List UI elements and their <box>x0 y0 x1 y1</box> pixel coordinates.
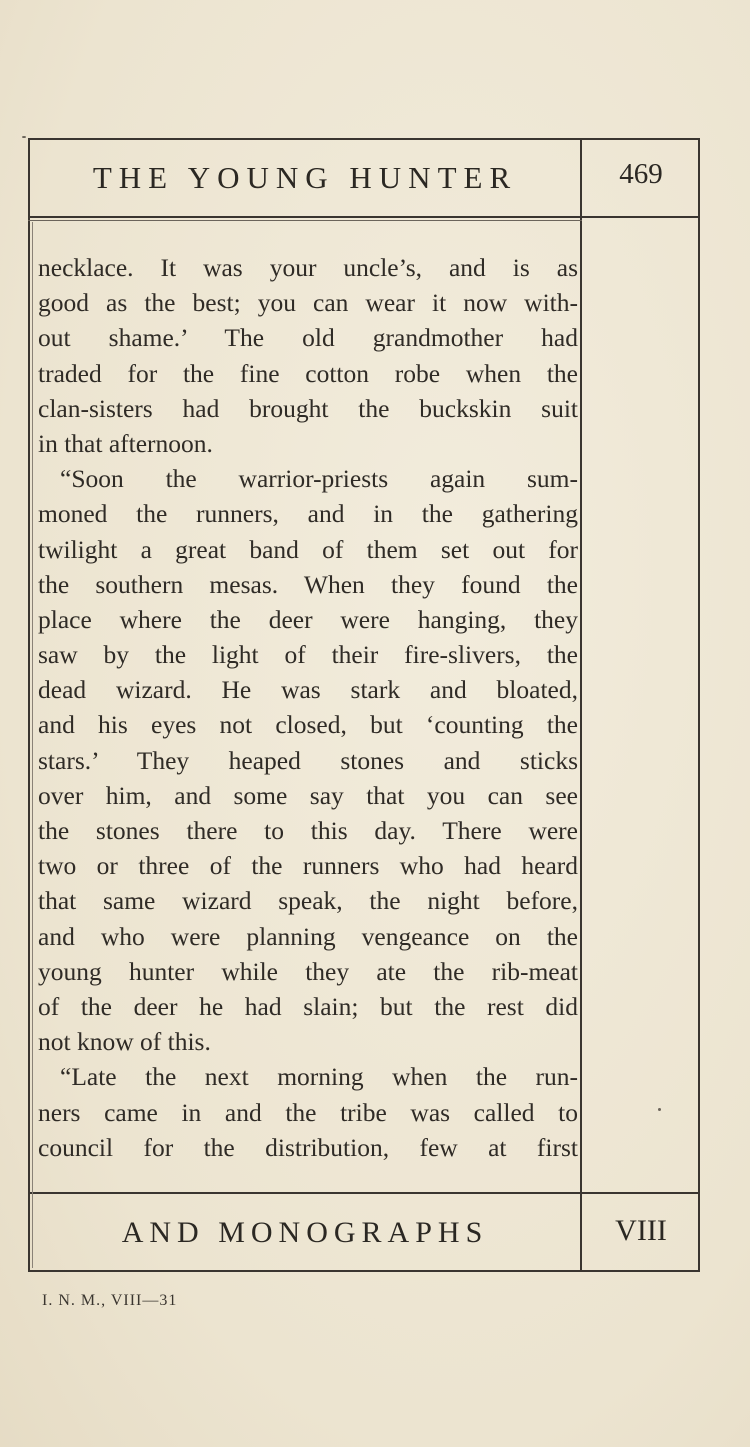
text-line: over him, and some say that you can see <box>38 780 578 810</box>
series-title: AND MONOGRAPHS <box>121 1216 489 1249</box>
text-line: not know of this. <box>38 1027 211 1057</box>
running-head: THE YOUNG HUNTER <box>92 160 518 195</box>
text-line: and who were planning vengeance on the <box>38 921 578 951</box>
text-line: young hunter while they ate the rib-meat <box>38 956 578 986</box>
text-line: out shame.’ The old grandmother had <box>38 323 578 353</box>
text-line: place where the deer were hanging, they <box>38 604 578 634</box>
text-line: moned the runners, and in the gathering <box>38 499 578 529</box>
body-text <box>38 250 578 1165</box>
text-line: good as the best; you can wear it now with- <box>38 288 578 318</box>
text-line: traded for the fine cotton robe when the <box>38 358 578 388</box>
text-line: and his eyes not closed, but ‘counting the <box>38 710 578 740</box>
text-line: two or three of the runners who had heard <box>38 851 578 881</box>
text-line: in that afternoon. <box>38 428 213 458</box>
text-line: stars.’ They heaped stones and sticks <box>38 745 578 775</box>
text-line: the stones there to this day. There were <box>38 816 578 845</box>
footer-rule <box>28 1192 700 1194</box>
ink-fleck <box>658 1108 661 1111</box>
signature-mark: I. N. M., VIII—31 <box>42 1292 178 1309</box>
page-number: 469 <box>619 158 663 190</box>
text-line: that same wizard speak, the night before, <box>38 886 578 916</box>
text-line: “Soon the warrior-priests again sum- <box>60 464 578 494</box>
text-line: “Late the next morning when the run- <box>60 1062 578 1092</box>
text-line: of the deer he had slain; but the rest did <box>38 991 578 1021</box>
text-line: necklace. It was your uncle’s, and is as <box>38 253 578 282</box>
text-line: council for the distribution, few at first <box>38 1132 578 1162</box>
header-rule <box>28 216 700 218</box>
text-line: twilight a great band of them set out for <box>38 534 578 564</box>
text-line: clan-sisters had brought the buckskin suit <box>38 393 578 423</box>
text-line: saw by the light of their fire-slivers, the <box>38 640 578 670</box>
text-line: ners came in and the tribe was called to <box>38 1097 578 1127</box>
header-rule-inner <box>28 220 582 221</box>
ink-fleck <box>22 136 26 138</box>
text-line: dead wizard. He was stark and bloated, <box>38 675 578 705</box>
volume-number: VIII <box>615 1214 667 1247</box>
left-inner-rule <box>32 222 33 1268</box>
column-divider <box>580 138 582 1272</box>
text-line: the southern mesas. When they found the <box>38 569 578 599</box>
